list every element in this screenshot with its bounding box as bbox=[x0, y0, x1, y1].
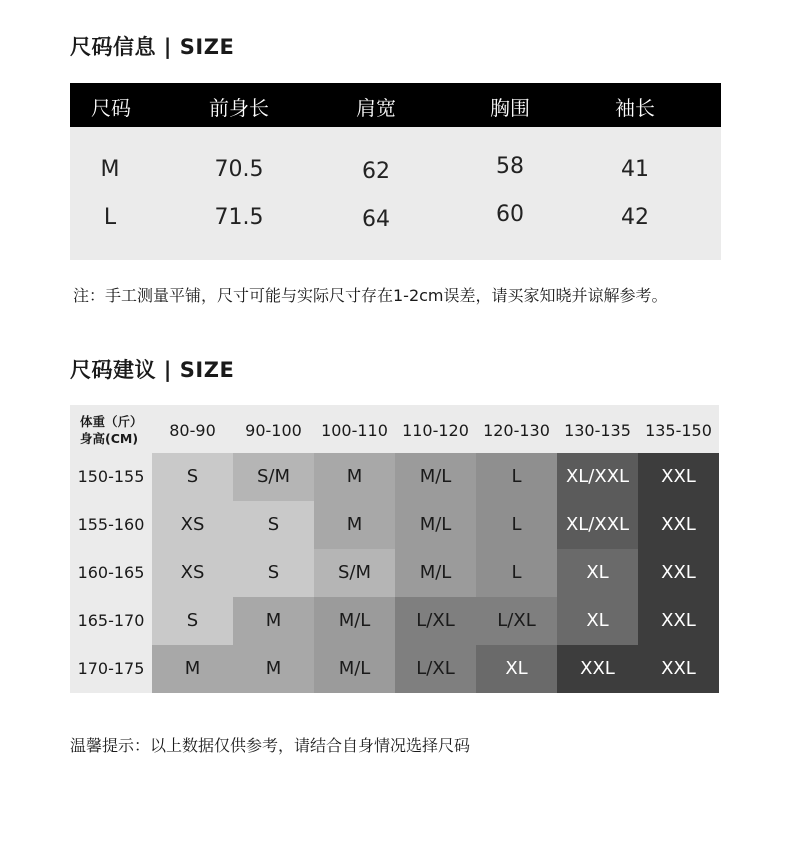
weight-column-header: 80-90 bbox=[169, 421, 216, 440]
chest-value: 60 bbox=[496, 202, 524, 227]
corner-weight-label: 体重（斤） bbox=[80, 414, 143, 429]
size-advice-grid bbox=[70, 405, 719, 697]
size-advice-title: 尺码建议 | SIZE bbox=[70, 358, 235, 382]
height-row-label: 165-170 bbox=[70, 597, 152, 645]
size-cell: L/XL bbox=[476, 597, 557, 645]
size-cell: S bbox=[152, 597, 233, 645]
size-info-header bbox=[70, 83, 721, 127]
weight-column-header: 90-100 bbox=[245, 421, 302, 440]
size-cell: XS bbox=[152, 501, 233, 549]
weight-column-header: 120-130 bbox=[483, 421, 550, 440]
size-info-body bbox=[70, 127, 721, 260]
weight-column-header: 130-135 bbox=[564, 421, 631, 440]
size-cell: XL bbox=[476, 645, 557, 693]
size-cell: M/L bbox=[395, 453, 476, 501]
size-info-title: 尺码信息 | SIZE bbox=[70, 35, 235, 59]
size-cell: M/L bbox=[314, 597, 395, 645]
header-chest: 胸围 bbox=[490, 96, 530, 120]
table-row bbox=[70, 154, 721, 187]
size-label: L bbox=[103, 205, 117, 230]
size-cell: L bbox=[476, 453, 557, 501]
size-cell: L bbox=[476, 501, 557, 549]
shoulder-value: 64 bbox=[362, 207, 390, 232]
header-size: 尺码 bbox=[91, 96, 131, 120]
size-cell: XL/XXL bbox=[557, 453, 638, 501]
size-cell: XL bbox=[557, 597, 638, 645]
measurement-note: 注：手工测量平铺，尺寸可能与实际尺寸存在1-2cm误差，请买家知晓并谅解参考。 bbox=[73, 286, 668, 305]
size-tip: 温馨提示：以上数据仅供参考，请结合自身情况选择尺码 bbox=[70, 736, 471, 755]
chest-value: 58 bbox=[496, 154, 524, 179]
size-cell: S bbox=[233, 501, 314, 549]
size-cell: XXL bbox=[638, 549, 719, 597]
size-cell: S bbox=[152, 453, 233, 501]
header-shoulder: 肩宽 bbox=[356, 96, 396, 120]
size-cell: XS bbox=[152, 549, 233, 597]
size-cell: M bbox=[314, 453, 395, 501]
height-row-label: 155-160 bbox=[70, 501, 152, 549]
size-advice-header bbox=[70, 405, 719, 453]
size-cell: L bbox=[476, 549, 557, 597]
sleeve-value: 41 bbox=[621, 157, 649, 182]
sleeve-value: 42 bbox=[621, 205, 649, 230]
size-cell: XL bbox=[557, 549, 638, 597]
size-cell: M bbox=[233, 645, 314, 693]
size-cell: XXL bbox=[638, 453, 719, 501]
size-cell: XXL bbox=[638, 501, 719, 549]
height-row-label: 160-165 bbox=[70, 549, 152, 597]
size-cell: XXL bbox=[557, 645, 638, 693]
size-cell: M bbox=[233, 597, 314, 645]
weight-column-header: 135-150 bbox=[645, 421, 712, 440]
size-cell: XL/XXL bbox=[557, 501, 638, 549]
front-length-value: 71.5 bbox=[214, 205, 264, 230]
table-row bbox=[70, 202, 721, 235]
front-length-value: 70.5 bbox=[214, 157, 264, 182]
weight-column-header: 100-110 bbox=[321, 421, 388, 440]
corner-height-label: 身高(CM) bbox=[80, 431, 139, 446]
height-row-label: 150-155 bbox=[70, 453, 152, 501]
size-cell: M bbox=[314, 501, 395, 549]
size-cell: M bbox=[152, 645, 233, 693]
corner-label bbox=[80, 413, 143, 447]
size-label: M bbox=[100, 157, 120, 182]
size-cell: M/L bbox=[314, 645, 395, 693]
size-cell: L/XL bbox=[395, 645, 476, 693]
header-sleeve: 袖长 bbox=[615, 96, 655, 120]
size-cell: M/L bbox=[395, 501, 476, 549]
size-cell: XXL bbox=[638, 645, 719, 693]
size-cell: L/XL bbox=[395, 597, 476, 645]
size-cell: XXL bbox=[638, 597, 719, 645]
weight-column-header: 110-120 bbox=[402, 421, 469, 440]
height-row-label: 170-175 bbox=[70, 645, 152, 693]
shoulder-value: 62 bbox=[362, 159, 390, 184]
header-front-length: 前身长 bbox=[209, 96, 269, 120]
size-cell: S/M bbox=[314, 549, 395, 597]
size-cell: S bbox=[233, 549, 314, 597]
size-cell: S/M bbox=[233, 453, 314, 501]
size-cell: M/L bbox=[395, 549, 476, 597]
